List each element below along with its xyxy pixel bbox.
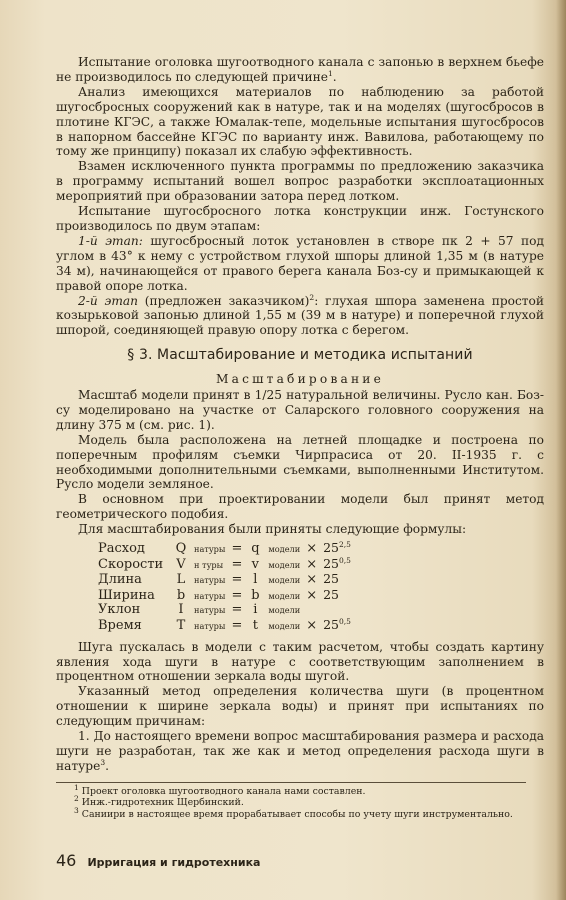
footnote-ref-1: 1 bbox=[328, 68, 333, 78]
equals-sign: = bbox=[231, 541, 243, 557]
model-symbol: b bbox=[251, 587, 260, 603]
subsection-heading: Масштабирование bbox=[215, 372, 385, 387]
formula-row bbox=[98, 557, 354, 573]
scale-base: 25 bbox=[323, 617, 340, 633]
footnote-ref-2: 2 bbox=[309, 292, 315, 302]
scale-exponent: 0,5 bbox=[339, 616, 351, 626]
model-subscript: модели bbox=[268, 544, 301, 555]
scaling-formulas bbox=[98, 541, 544, 634]
times-sign: × bbox=[306, 541, 318, 557]
formula-name: Длина bbox=[98, 572, 142, 588]
scale-factor bbox=[320, 618, 354, 634]
paragraph-10: Указанный метод определения количества шуги (в процентном отношении к ширине зеркала воды) и принят при испытаниях по следующим причинам: bbox=[56, 684, 544, 729]
equals-sign: = bbox=[231, 572, 243, 588]
scale-exponent: 0,5 bbox=[339, 555, 351, 565]
model-subscript: модели bbox=[268, 575, 301, 586]
natural-symbol: b bbox=[176, 587, 186, 603]
scale-factor bbox=[320, 572, 354, 588]
model-symbol: l bbox=[253, 572, 258, 588]
stage-1-label: 1-й этап: bbox=[78, 233, 143, 248]
equals-sign: = bbox=[231, 618, 243, 634]
formula-row bbox=[98, 618, 354, 634]
footnote-2: $^2$ Инж.-гидротехник Щербинский. bbox=[74, 794, 244, 809]
model-subscript: модели bbox=[268, 605, 301, 616]
footnotes bbox=[56, 782, 526, 821]
times-sign: × bbox=[306, 572, 318, 588]
formula-row bbox=[98, 572, 354, 588]
paragraph-5: Масштаб модели принят в 1/25 натуральной величины. Русло кан. Боз-су моделировано на участке от Саларского головного сооружения на длину 375 м (см. рис. 1). bbox=[56, 388, 545, 432]
natural-subscript: натуры bbox=[194, 575, 226, 586]
paragraph-3: Взамен исключенного пункта программы по предложению заказчика в программу испытаний вошел вопрос разработки эксплоатационных мероприятий при образовании затора перед лотком. bbox=[56, 159, 544, 204]
scale-base: 25 bbox=[323, 540, 340, 556]
equals-sign: = bbox=[231, 556, 243, 572]
equals-sign: = bbox=[231, 602, 243, 618]
natural-subscript: натуры bbox=[194, 544, 226, 555]
model-symbol: v bbox=[251, 556, 260, 572]
footnote-3: $^3$ Саниири в настоящее время прорабатывает способы по учету шуги инструментально. bbox=[74, 805, 513, 820]
page-content bbox=[56, 55, 544, 821]
natural-symbol: Q bbox=[175, 541, 187, 557]
model-symbol: q bbox=[251, 541, 260, 557]
natural-symbol: V bbox=[176, 556, 186, 572]
scale-exponent: 2,5 bbox=[339, 539, 351, 549]
natural-subscript: натуры bbox=[194, 621, 226, 632]
footnote-1: $^1$ Проект оголовка шугоотводного канала нами составлен. bbox=[74, 782, 366, 797]
scale-base: 25 bbox=[323, 555, 340, 571]
paragraph-9: Шуга пускалась в модели с таким расчетом, чтобы создать картину явления хода шуги в натуре с соответствующим заполнением в процентном отношении зеркала воды шугой. bbox=[56, 639, 544, 684]
scale-fraction: 1/25 bbox=[254, 388, 283, 403]
times-sign: × bbox=[306, 587, 318, 603]
formula-name: Ширина bbox=[98, 587, 155, 603]
footnote-ref-3: 3 bbox=[100, 757, 106, 767]
paragraph-7: В основном при проектировании модели был принят метод геометрического подобия. bbox=[56, 492, 544, 522]
natural-symbol: L bbox=[176, 572, 186, 588]
formula-name: Расход bbox=[98, 541, 145, 557]
natural-symbol: T bbox=[176, 618, 186, 634]
formula-row bbox=[98, 603, 354, 618]
model-symbol: i bbox=[253, 602, 258, 618]
natural-symbol: I bbox=[178, 602, 184, 618]
scale-factor bbox=[320, 588, 354, 604]
formula-name: Время bbox=[98, 618, 142, 634]
model-subscript: модели bbox=[268, 590, 301, 601]
times-sign bbox=[303, 603, 320, 618]
stage-2: 2-й этап (предложен заказчиком)$^2$: глухая шпора заменена простой козырьковой запонью длиной 1,55 м (39 м в натуре) и поперечной глухой шпорой, соединяющей правую опору лотка с берегом. bbox=[56, 292, 545, 338]
formula-name: Уклон bbox=[98, 602, 141, 618]
natural-subscript: натуры bbox=[194, 605, 226, 616]
scale-factor bbox=[320, 603, 354, 618]
formula-row bbox=[98, 541, 354, 557]
paragraph-4: Испытание шугосбросного лотка конструкции инж. Гостунского производилось по двум этапам: bbox=[56, 204, 544, 233]
scale-factor bbox=[320, 557, 354, 573]
stage-1: 1-й этап: шугосбросный лоток установлен в створе пк 2 + 57 под углом в 43° к нему с устройством глухой шпоры длиной 1,35 м (в натуре 34 м), начинающейся от правого берега канала Боз-су и примыкающей к правой опоре лотка. bbox=[56, 233, 545, 293]
paragraph-2: Анализ имеющихся материалов по наблюдению за работой шугосбросных сооружений как в натуре, так и на моделях (шугосбросов в плотине КГЭС, а также Юмалак-тепе, модельные испытания шугосбросов в напорном бассейне КГЭС по варианту инж. Вавилова, работающему по тому же принципу) показал их слабую эффективность. bbox=[56, 84, 544, 159]
paragraph-8: Для масштабирования были приняты следующие формулы: bbox=[78, 522, 467, 537]
times-sign: × bbox=[306, 556, 318, 572]
journal-name: Ирригация и гидротехника bbox=[87, 856, 261, 869]
natural-subscript: н туры bbox=[194, 559, 224, 570]
paragraph-1: Испытание оголовка шугоотводного канала с запонью в верхнем бьефе не производилось по следующей причине$^1$. bbox=[56, 55, 544, 84]
page-number: 46 bbox=[56, 851, 77, 870]
scale-base: 25 bbox=[323, 586, 340, 602]
natural-subscript: натуры bbox=[194, 590, 226, 601]
equals-sign: = bbox=[231, 587, 243, 603]
times-sign: × bbox=[306, 618, 318, 634]
formulas-table bbox=[98, 541, 354, 634]
model-subscript: модели bbox=[268, 559, 301, 570]
scale-base: 25 bbox=[323, 571, 340, 587]
page-spine-shadow bbox=[556, 0, 566, 900]
model-symbol: t bbox=[252, 618, 258, 634]
formula-name: Скорости bbox=[98, 556, 164, 572]
model-subscript: модели bbox=[268, 621, 301, 632]
formula-row bbox=[98, 588, 354, 604]
section-heading: § 3. Масштабирование и методика испытаний bbox=[127, 347, 473, 364]
stage-2-label: 2-й этап bbox=[78, 293, 138, 308]
scale-factor bbox=[320, 541, 354, 557]
paragraph-6: Модель была расположена на летней площадке и построена по поперечным профилям съемки Чирпрасиса от 20. II-1935 г. с необходимыми дополнительными съемками, выполненными Институтом. Русло модели земляное. bbox=[56, 432, 544, 492]
page-footer bbox=[56, 851, 260, 870]
paragraph-11: 1. До настоящего времени вопрос масштабирования размера и расхода шуги не разработан, так же как и метод определения расхода шуги в натуре$^3$. bbox=[56, 729, 544, 773]
